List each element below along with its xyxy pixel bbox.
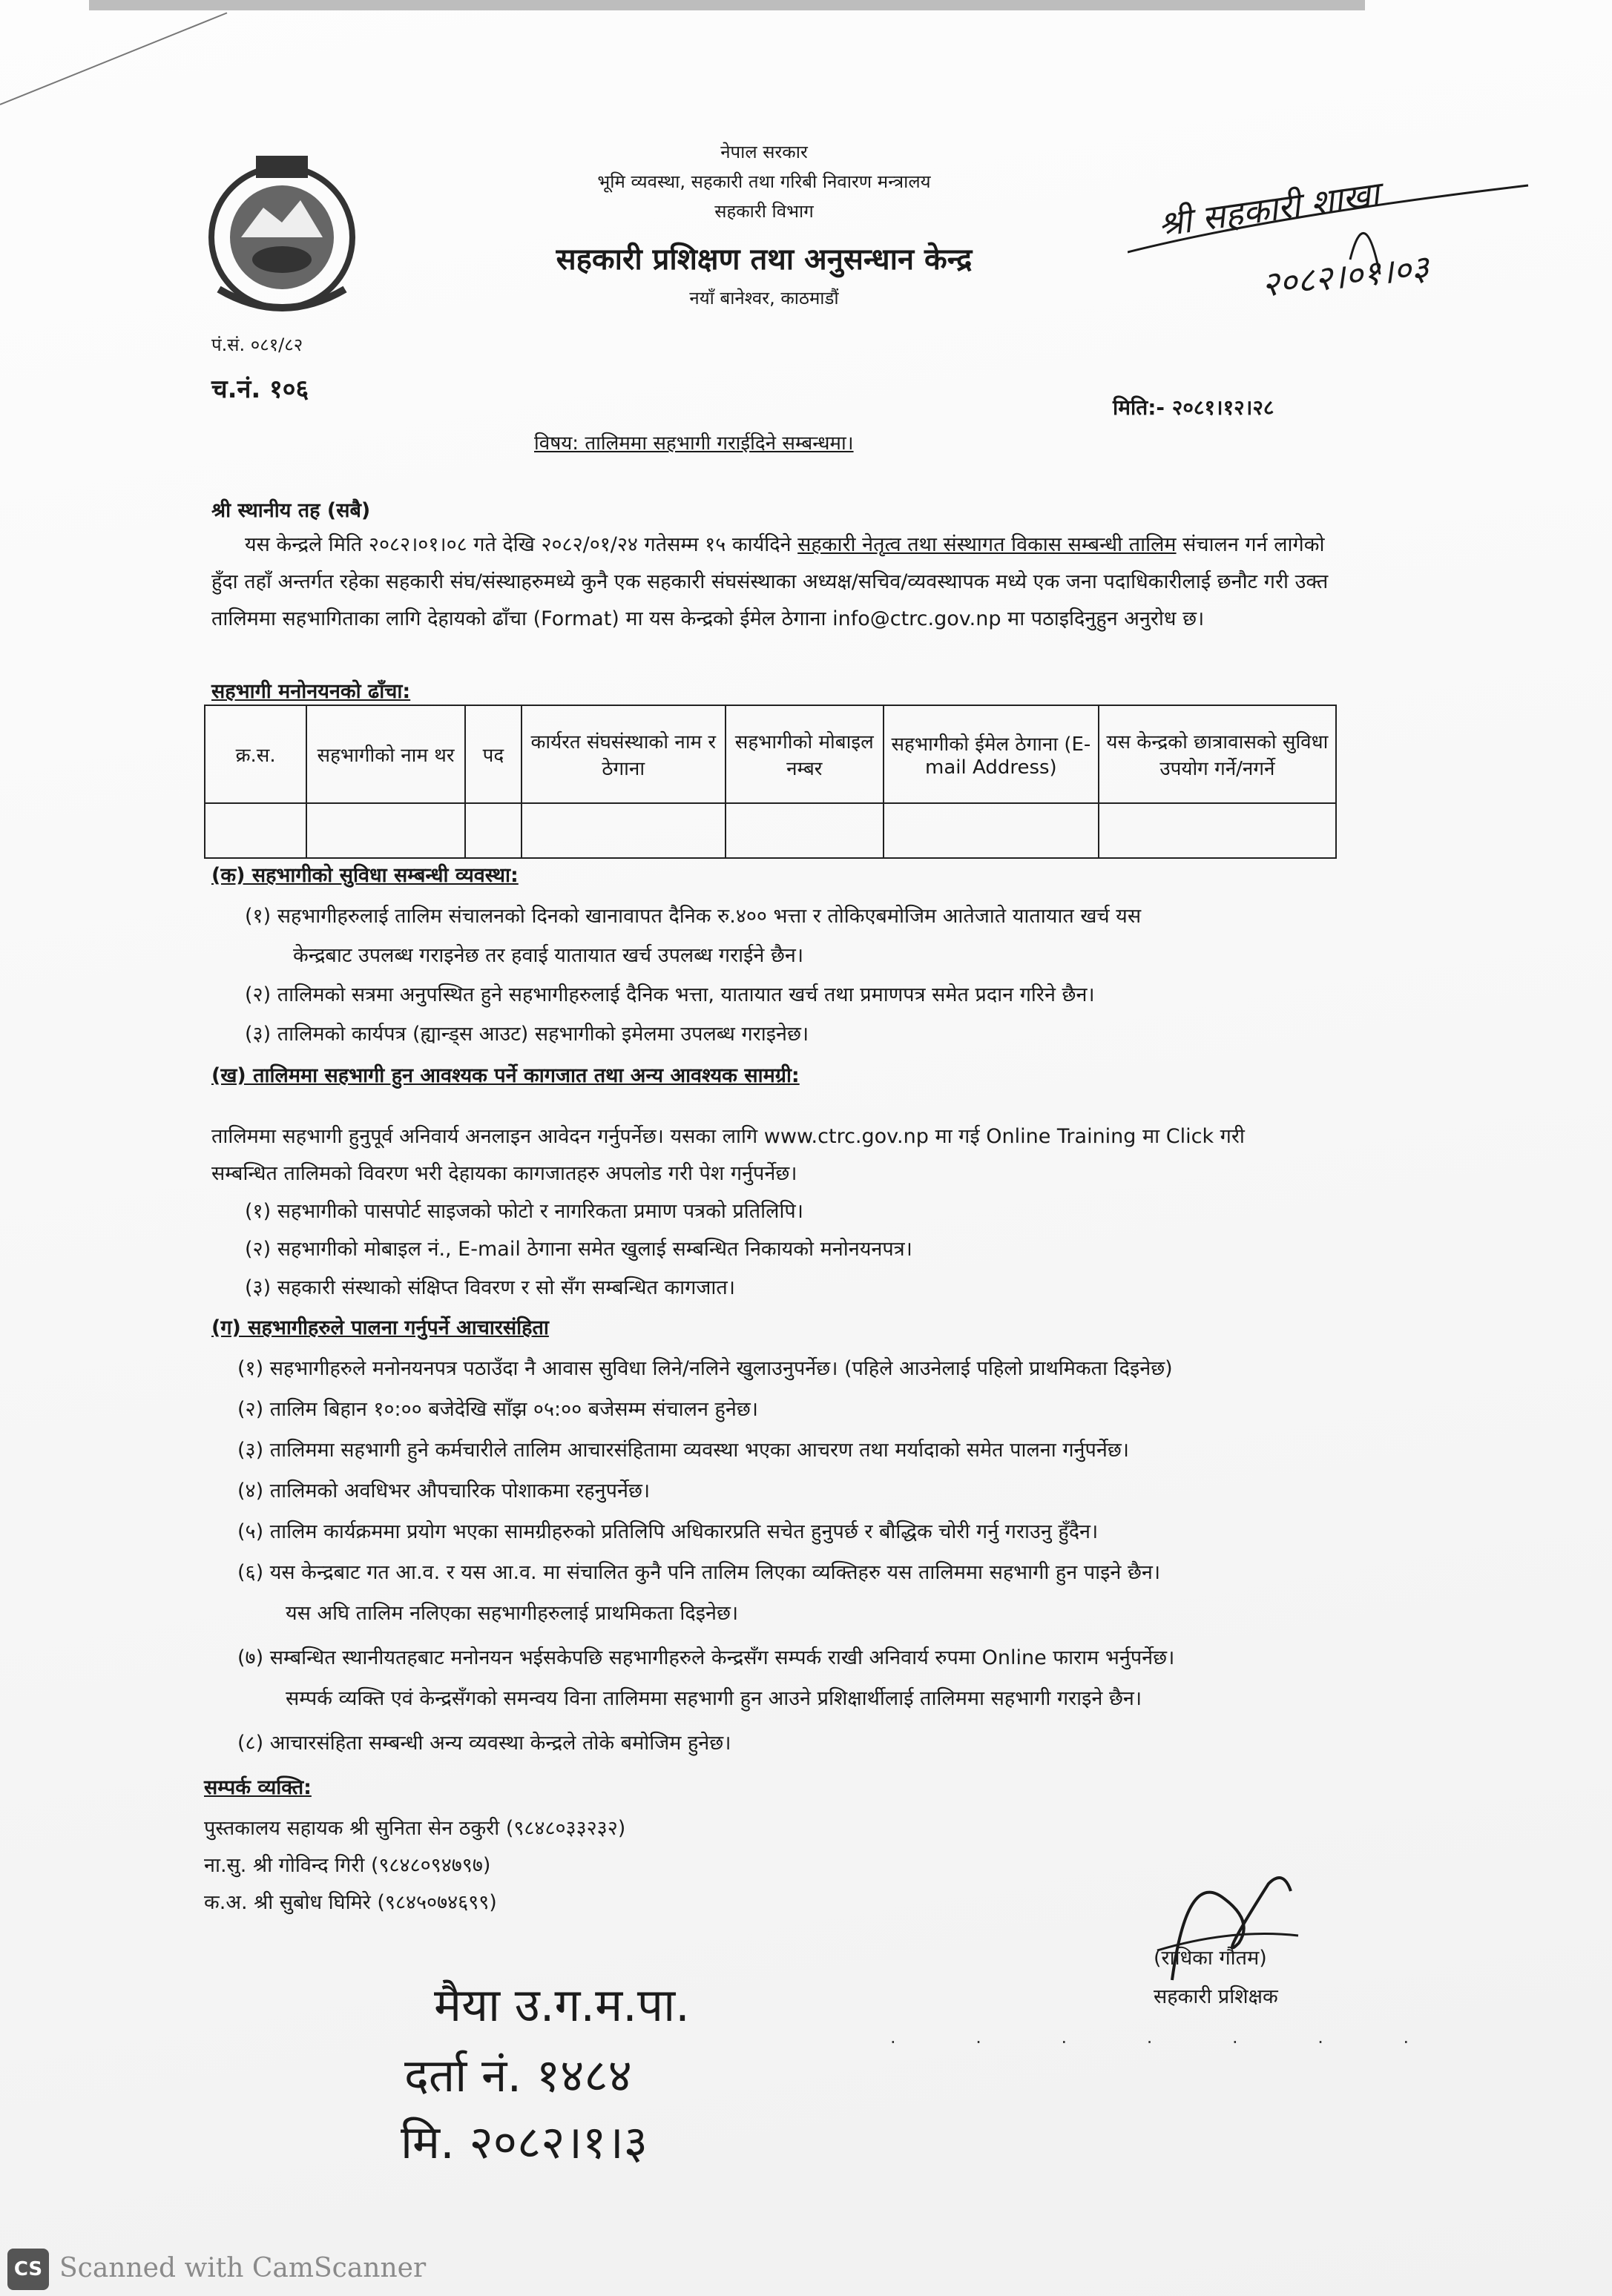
handwritten-note — [1128, 171, 1543, 334]
receipt-stamp — [389, 1973, 805, 2173]
contact-1: पुस्तकालय सहायक श्री सुनिता सेन ठकुरी (९८४८०३३२३२) — [204, 1817, 626, 1840]
table-cell — [522, 803, 726, 858]
page-corner-line — [0, 12, 227, 105]
section-b-intro-a: तालिममा सहभागी हुनुपूर्व अनिवार्य अनलाइन आवेदन गर्नुपर्नेछ। यसका लागि www.ctrc.gov.np मा गई Online Training मा Click गरी — [211, 1125, 1245, 1148]
table-header-cell: कार्यरत संघसंस्थाको नाम र ठेगाना — [522, 705, 726, 803]
stamp-office: मैया उ.ग.म.पा. — [434, 1978, 690, 2032]
section-a-item-3: (३) तालिमको कार्यपत्र (ह्यान्ड्स आउट) सहभागीको इमेलमा उपलब्ध गराइनेछ। — [245, 1023, 809, 1046]
section-c-item-1: (१) सहभागीहरुले मनोनयनपत्र पठाउँदा नै आवास सुविधा लिने/नलिने खुलाउनुपर्नेछ। (पहिले आउनेलाई पहिलो प्राथमिकता दिइनेछ) — [237, 1357, 1173, 1380]
dotted-line: · · · · · · · — [890, 2032, 1447, 2053]
handwritten-line-1: श्री सहकारी शाखा — [1155, 174, 1382, 245]
contact-2: ना.सु. श्री गोविन्द गिरी (९८४८०९४७९७) — [204, 1854, 491, 1877]
body-paragraph — [211, 527, 1335, 638]
table-cell — [726, 803, 884, 858]
paragraph-part-b: संचालन गर्न लागेको हुँदा तहाँ अन्तर्गत रहेका सहकारी संघ/संस्थाहरुमध्ये कुनै एक सहकारी संघसंस्थाका अध्यक्ष/सचिव/व्यवस्थापक मध्ये एक जना पदाधिकारीलाई छनौट गरी उक्त तालिममा सहभागिताका लागि देहायको ढाँचा (Format) मा यस केन्द्रको ईमेल ठेगाना info@ctrc.gov.np मा पठाइदिनुहुन अनुरोध छ। — [211, 533, 1329, 630]
form-title: सहभागी मनोनयनको ढाँचा: — [211, 680, 411, 703]
section-a-title: (क) सहभागीको सुविधा सम्बन्धी व्यवस्था: — [211, 864, 519, 887]
section-a-item-2: (२) तालिमको सत्रमा अनुपस्थित हुने सहभागीहरुलाई दैनिक भत्ता, यातायात खर्च तथा प्रमाणपत्र समेत प्रदान गरिने छैन। — [245, 983, 1095, 1006]
salutation: श्री स्थानीय तह (सबै) — [211, 499, 371, 522]
training-name: सहकारी नेतृत्व तथा संस्थागत विकास सम्बन्धी तालिम — [797, 533, 1177, 556]
signatory-title: सहकारी प्रशिक्षक — [1154, 1985, 1278, 2008]
section-c-title: (ग) सहभागीहरुले पालना गर्नुपर्ने आचारसंहिता — [211, 1316, 549, 1339]
section-c-item-5: (५) तालिम कार्यक्रममा प्रयोग भएका सामग्रीहरुको प्रतिलिपि अधिकारप्रति सचेत हुनुपर्छ र बौद्धिक चोरी गर्नु गराउनु हुँदैन। — [237, 1520, 1099, 1543]
section-c-item-6b: यस अघि तालिम नलिएका सहभागीहरुलाई प्राथमिकता दिइनेछ। — [286, 1602, 739, 1625]
gov-line: नेपाल सरकार — [720, 142, 808, 162]
section-c-item-7a: (७) सम्बन्धित स्थानीयतहबाट मनोनयन भईसकेपछि सहभागीहरुले केन्द्रसँग सम्पर्क राखी अनिवार्य रुपमा Online फाराम भर्नुपर्नेछ। — [237, 1646, 1175, 1669]
section-c-item-7b: सम्पर्क व्यक्ति एवं केन्द्रसँगको समन्वय विना तालिममा सहभागी हुन आउने प्रशिक्षार्थीलाई तालिममा सहभागी गराइने छैन। — [286, 1687, 1142, 1710]
section-a-item-1a: (१) सहभागीहरुलाई तालिम संचालनको दिनको खानावापत दैनिक रु.४०० भत्ता र तोकिएबमोजिम आतेजाते यातायात खर्च यस — [245, 905, 1142, 928]
section-c-item-8: (८) आचारसंहिता सम्बन्धी अन्य व्यवस्था केन्द्रले तोके बमोजिम हुनेछ। — [237, 1732, 731, 1755]
table-cell — [884, 803, 1099, 858]
department-line: सहकारी विभाग — [714, 201, 814, 222]
camscanner-logo-icon: CS — [7, 2249, 49, 2290]
table-row — [205, 803, 1336, 858]
section-c-item-6a: (६) यस केन्द्रबाट गत आ.व. र यस आ.व. मा संचालित कुनै पनि तालिम लिएका व्यक्तिहरु यस तालिममा सहभागी हुन पाइने छैन। — [237, 1561, 1161, 1584]
nepal-emblem-icon — [197, 148, 367, 319]
table-cell — [465, 803, 522, 858]
table-cell — [205, 803, 306, 858]
handwritten-line-2: २०८२।०१।०३ — [1259, 247, 1431, 305]
table-cell — [1099, 803, 1336, 858]
address-line: नयाँ बानेश्वर, काठमाडौं — [689, 288, 839, 309]
letter-date: मिति:- २०८१।१२।२८ — [1113, 395, 1274, 420]
section-c-item-2: (२) तालिम बिहान १०:०० बजेदेखि साँझ ०५:०० बजेसम्म संचालन हुनेछ। — [237, 1398, 759, 1421]
table-header-cell: सहभागीको मोबाइल नम्बर — [726, 705, 884, 803]
centre-name: सहकारी प्रशिक्षण तथा अनुसन्धान केन्द्र — [556, 243, 973, 277]
nomination-format-table — [204, 705, 1337, 859]
subject-line: विषय: तालिममा सहभागी गराईदिने सम्बन्धमा। — [534, 432, 854, 455]
table-header-cell: यस केन्द्रको छात्रावासको सुविधा उपयोग गर्ने/नगर्ने — [1099, 705, 1336, 803]
top-edge-shadow — [89, 0, 1365, 10]
section-b-title: (ख) तालिममा सहभागी हुन आवश्यक पर्ने कागजात तथा अन्य आवश्यक सामग्री: — [211, 1064, 800, 1087]
signatory-name: (राधिका गौतम) — [1154, 1947, 1267, 1970]
dispatch-number: च.नं. १०६ — [211, 375, 309, 404]
section-c-item-3: (३) तालिममा सहभागी हुने कर्मचारीले तालिम आचारसंहितामा व्यवस्था भएका आचरण तथा मर्यादाको समेत पालना गर्नुपर्नेछ। — [237, 1439, 1129, 1462]
section-b-intro-b: सम्बन्धित तालिमको विवरण भरी देहायका कागजातहरु अपलोड गरी पेश गर्नुपर्नेछ। — [211, 1162, 797, 1185]
paragraph-part-a: यस केन्द्रले मिति २०८२।०१।०८ गते देखि २०८२/०१/२४ गतेसम्म १५ कार्यदिने — [245, 533, 792, 556]
table-header-cell: सहभागीको नाम थर — [306, 705, 465, 803]
ministry-line: भूमि व्यवस्था, सहकारी तथा गरिबी निवारण मन्त्रालय — [597, 171, 931, 192]
section-c-item-4: (४) तालिमको अवधिभर औपचारिक पोशाकमा रहनुपर्नेछ। — [237, 1479, 651, 1502]
table-header-cell: सहभागीको ईमेल ठेगाना (E-mail Address) — [884, 705, 1099, 803]
contacts-title: सम्पर्क व्यक्ति: — [204, 1776, 312, 1799]
fiscal-year: पं.सं. ०८१/८२ — [211, 334, 303, 355]
section-b-item-2: (२) सहभागीको मोबाइल नं., E-mail ठेगाना समेत खुलाई सम्बन्धित निकायको मनोनयनपत्र। — [245, 1238, 912, 1261]
table-cell — [306, 803, 465, 858]
section-b-item-3: (३) सहकारी संस्थाको संक्षिप्त विवरण र सो सँग सम्बन्धित कागजात। — [245, 1276, 736, 1299]
stamp-reg-no: दर्ता नं. १४८४ — [404, 2048, 632, 2102]
scanner-label: Scanned with CamScanner — [59, 2253, 427, 2283]
scanner-watermark — [0, 2240, 475, 2296]
contact-3: क.अ. श्री सुबोध घिमिरे (९८४५०७४६९९) — [204, 1891, 497, 1914]
section-a-item-1b: केन्द्रबाट उपलब्ध गराइनेछ तर हवाई यातायात खर्च उपलब्ध गराईने छैन। — [293, 944, 804, 967]
table-header-cell: पद — [465, 705, 522, 803]
table-header-cell: क्र.स. — [205, 705, 306, 803]
stamp-date: मि. २०८२।१।३ — [401, 2115, 648, 2169]
table-header-row — [205, 705, 1336, 803]
section-b-item-1: (१) सहभागीको पासपोर्ट साइजको फोटो र नागरिकता प्रमाण पत्रको प्रतिलिपि। — [245, 1200, 804, 1223]
